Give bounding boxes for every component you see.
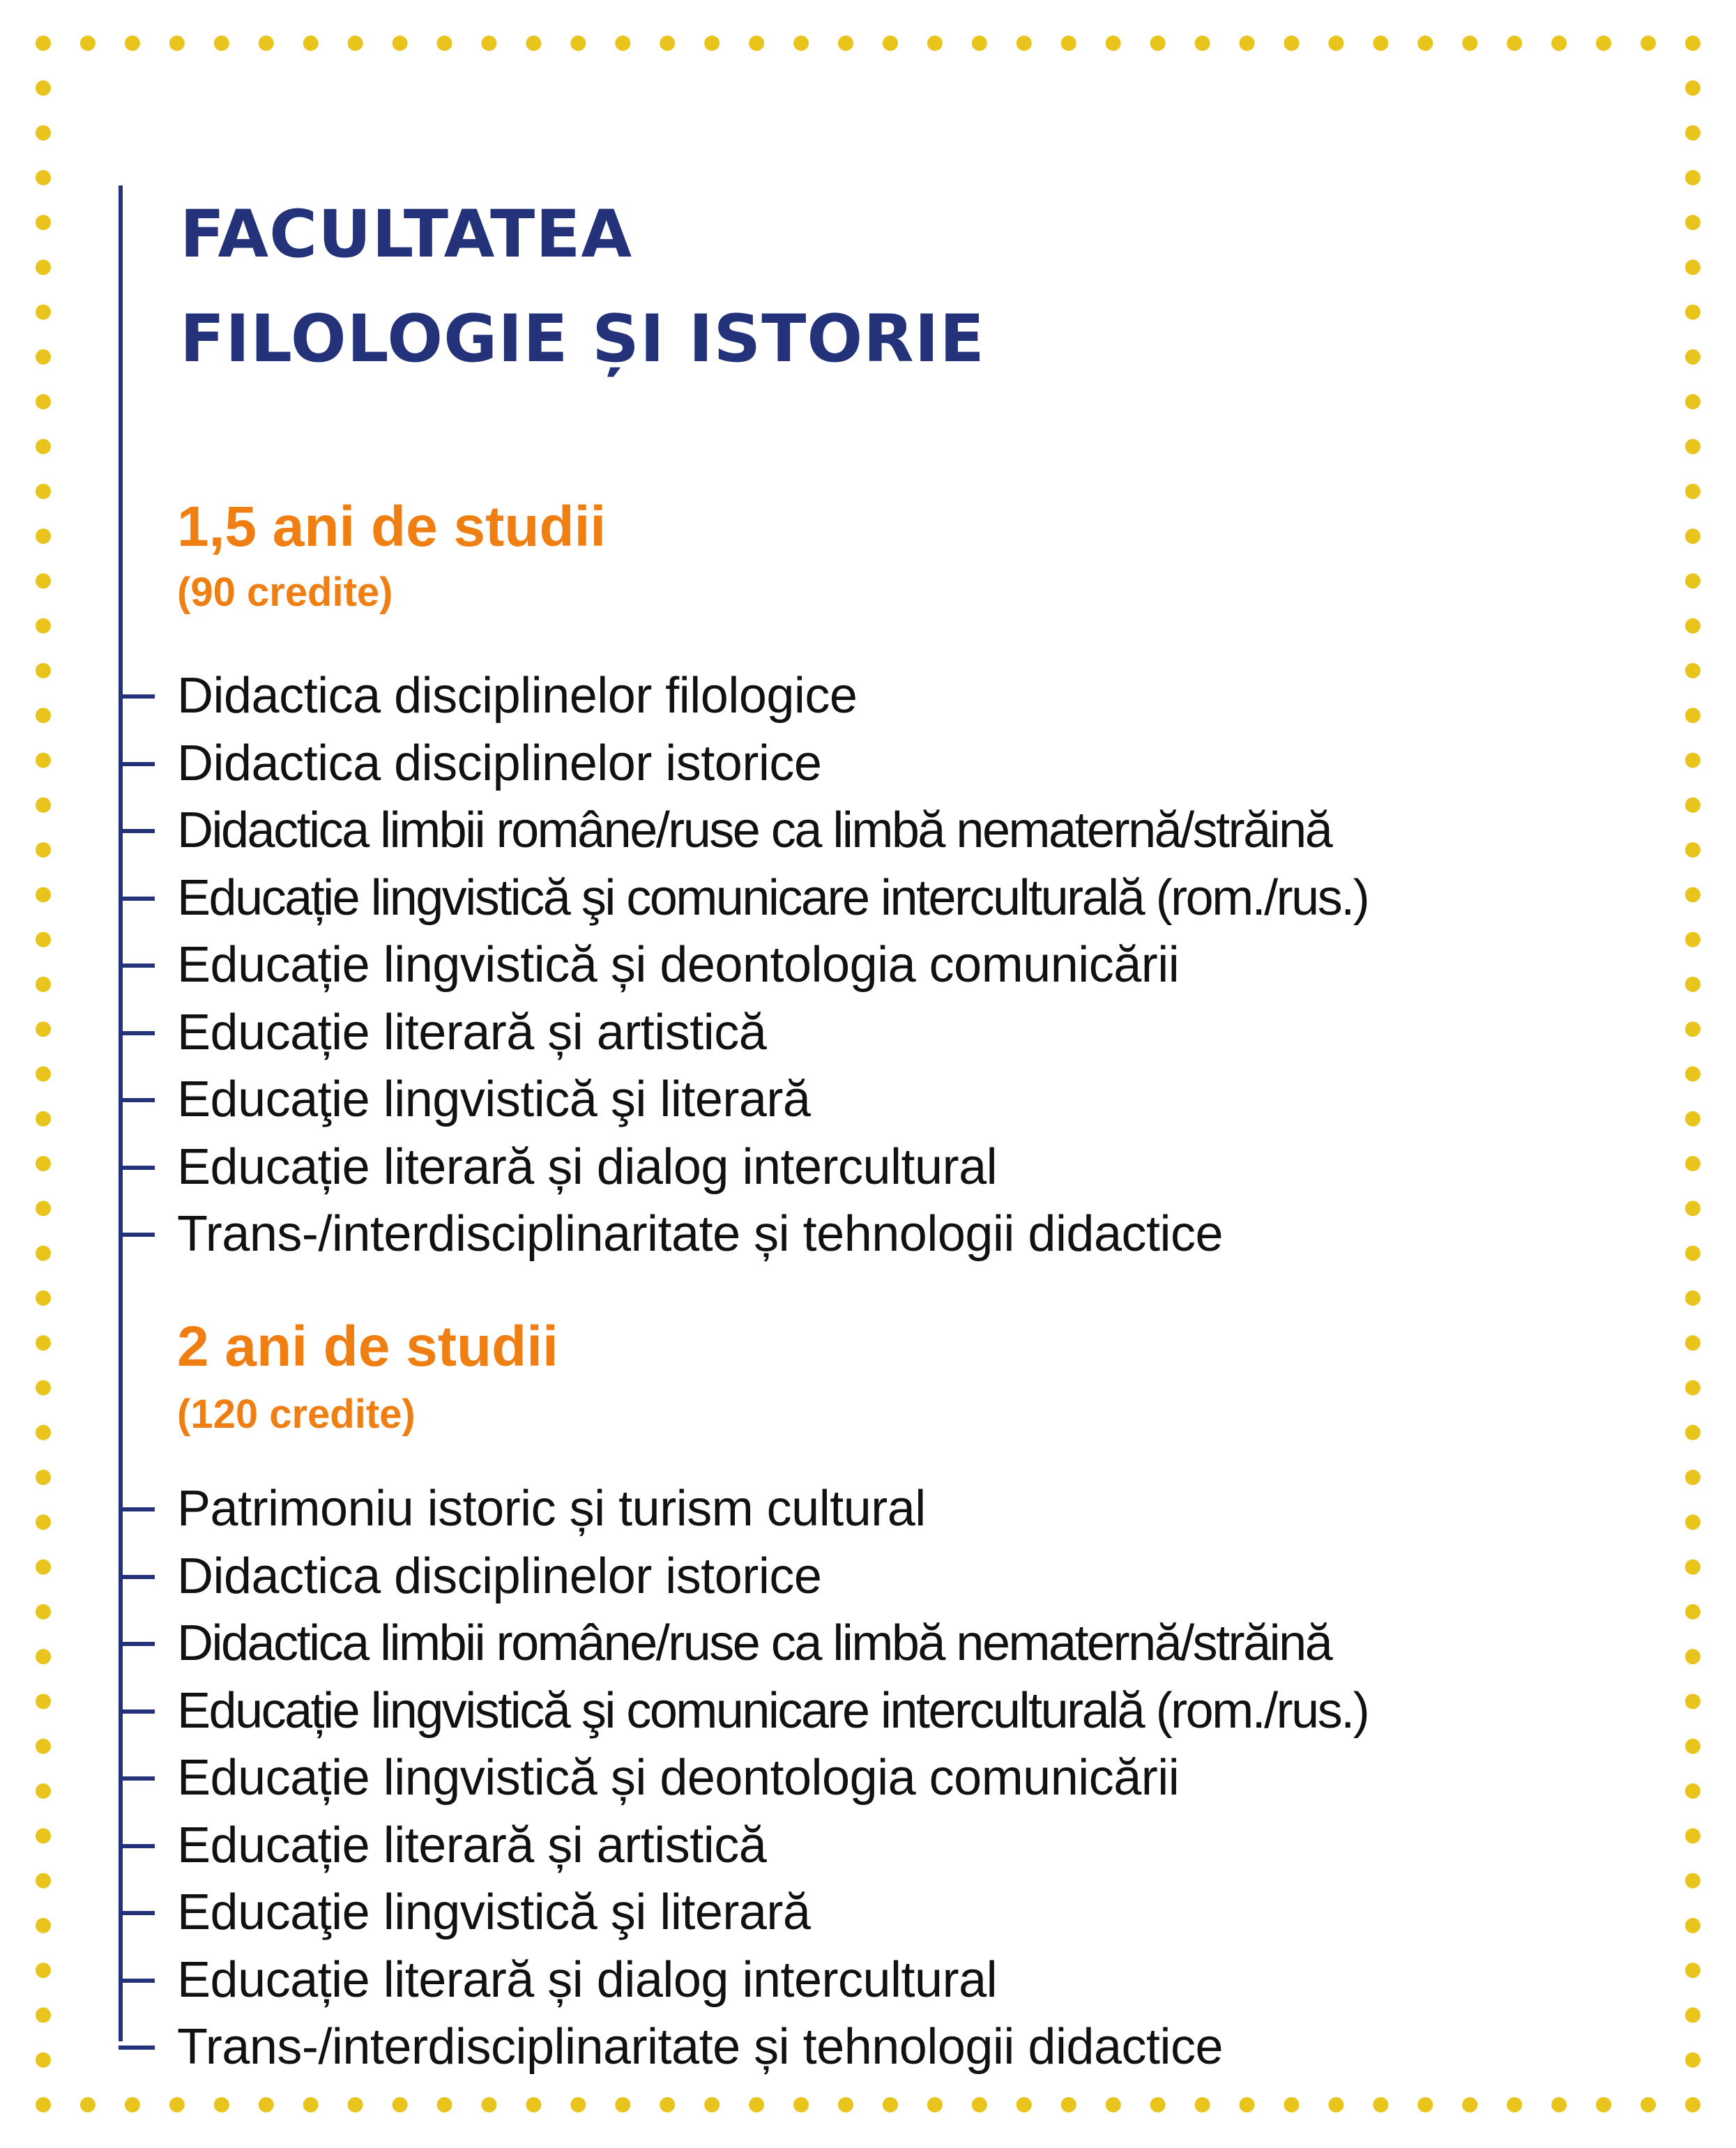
frame-dot — [1106, 2097, 1121, 2112]
frame-dot — [883, 2097, 898, 2112]
frame-dot — [36, 1156, 51, 1171]
frame-dot — [303, 36, 319, 51]
frame-dot — [1685, 1290, 1700, 1306]
program-name: Educație literară și artistică — [177, 1817, 767, 1873]
frame-dot — [1328, 36, 1343, 51]
frame-dot — [1685, 618, 1700, 634]
section-credits-2: (120 credite) — [177, 1392, 416, 1437]
frame-dot — [1685, 305, 1700, 320]
frame-dot — [1685, 215, 1700, 230]
frame-dot — [303, 2097, 319, 2112]
list-tick — [119, 963, 155, 968]
frame-dot — [80, 36, 96, 51]
list-tick — [119, 1911, 155, 1915]
list-tick — [119, 1709, 155, 1714]
frame-dot — [259, 2097, 274, 2112]
list-tick — [119, 1844, 155, 1848]
frame-dot — [1417, 2097, 1433, 2112]
list-tick — [119, 829, 155, 833]
frame-dot — [1373, 36, 1388, 51]
frame-dot — [1017, 2097, 1032, 2112]
frame-dot — [36, 80, 51, 96]
frame-dot — [36, 170, 51, 185]
frame-dot — [1685, 1335, 1700, 1350]
frame-dot — [125, 36, 140, 51]
list-tick — [119, 1233, 155, 1237]
frame-dot — [36, 1067, 51, 1082]
frame-dot — [615, 2097, 630, 2112]
frame-dot — [1462, 2097, 1477, 2112]
list-tick — [119, 897, 155, 901]
frame-dot — [36, 36, 51, 51]
frame-dot — [214, 36, 229, 51]
frame-dot — [1685, 1156, 1700, 1171]
frame-dot — [36, 2007, 51, 2023]
frame-dot — [1685, 1560, 1700, 1575]
frame-dot — [1685, 573, 1700, 588]
program-name: Educaţie lingvistică şi literară — [177, 1884, 811, 1940]
frame-dot — [348, 2097, 363, 2112]
frame-dot — [437, 36, 452, 51]
frame-dot — [1551, 36, 1567, 51]
program-name: Educație literară și dialog intercultural — [177, 1138, 998, 1195]
frame-dot — [1106, 36, 1121, 51]
section-credits-1: (90 credite) — [177, 570, 393, 615]
frame-dot — [36, 305, 51, 320]
program-name: Trans-/interdisciplinaritate și tehnologii didactice — [177, 2019, 1224, 2075]
frame-dot — [1685, 1111, 1700, 1127]
frame-dot — [36, 932, 51, 947]
frame-dot — [36, 753, 51, 768]
frame-dot — [36, 215, 51, 230]
frame-dot — [1195, 2097, 1210, 2112]
frame-dot — [883, 36, 898, 51]
frame-dot — [125, 2097, 140, 2112]
list-tick — [119, 1575, 155, 1579]
frame-dot — [36, 528, 51, 544]
frame-dot — [1685, 842, 1700, 858]
frame-dot — [660, 36, 675, 51]
frame-dot — [1685, 798, 1700, 813]
frame-dot — [36, 1739, 51, 1754]
frame-dot — [348, 36, 363, 51]
frame-dot — [36, 1380, 51, 1395]
list-tick — [119, 762, 155, 766]
frame-dot — [1685, 1783, 1700, 1799]
frame-dot — [1685, 259, 1700, 275]
frame-dot — [1685, 2052, 1700, 2068]
frame-dot — [1284, 2097, 1299, 2112]
frame-dot — [36, 1918, 51, 1933]
frame-dot — [1685, 663, 1700, 678]
program-name: Educație literară și artistică — [177, 1004, 767, 1060]
program-name: Trans-/interdisciplinaritate și tehnologii didactice — [177, 1206, 1224, 1262]
frame-dot — [36, 618, 51, 634]
frame-dot — [36, 1111, 51, 1127]
frame-dot — [36, 259, 51, 275]
frame-dot — [927, 2097, 943, 2112]
frame-dot — [80, 2097, 96, 2112]
frame-dot — [1685, 1067, 1700, 1082]
program-name: Educaţie lingvistică şi literară — [177, 1072, 811, 1127]
frame-dot — [36, 1873, 51, 1889]
frame-dot — [1685, 439, 1700, 455]
frame-dot — [570, 36, 586, 51]
frame-dot — [259, 36, 274, 51]
frame-dot — [1685, 887, 1700, 902]
frame-dot — [36, 2097, 51, 2112]
frame-dot — [1685, 484, 1700, 499]
frame-dot — [1685, 394, 1700, 409]
frame-dot — [749, 36, 764, 51]
frame-dot — [36, 663, 51, 678]
frame-dot — [36, 125, 51, 141]
frame-dot — [704, 36, 719, 51]
frame-dot — [36, 1201, 51, 1216]
frame-dot — [1507, 36, 1522, 51]
frame-dot — [1685, 1201, 1700, 1216]
frame-dot — [570, 2097, 586, 2112]
frame-dot — [36, 887, 51, 902]
frame-dot — [1640, 36, 1656, 51]
program-name: Didactica limbii române/ruse ca limbă nematernă/străină — [177, 802, 1332, 858]
frame-dot — [660, 2097, 675, 2112]
frame-dot — [1685, 528, 1700, 544]
frame-dot — [36, 1604, 51, 1620]
frame-dot — [1596, 2097, 1611, 2112]
frame-dot — [36, 394, 51, 409]
frame-dot — [1685, 977, 1700, 992]
frame-dot — [1017, 36, 1032, 51]
frame-dot — [36, 1963, 51, 1978]
frame-dot — [1685, 1470, 1700, 1485]
program-name: Didactica disciplinelor istorice — [177, 1548, 822, 1604]
frame-dot — [481, 36, 496, 51]
frame-dot — [1685, 36, 1700, 51]
frame-dot — [1685, 1963, 1700, 1978]
list-tick — [119, 1776, 155, 1781]
frame-dot — [36, 2052, 51, 2068]
frame-dot — [214, 2097, 229, 2112]
frame-dot — [169, 36, 185, 51]
list-tick — [119, 2046, 155, 2050]
frame-dot — [1685, 1246, 1700, 1261]
frame-dot — [1685, 1828, 1700, 1843]
frame-dot — [36, 439, 51, 455]
program-name: Patrimoniu istoric și turism cultural — [177, 1481, 926, 1537]
program-name: Educație literară și dialog intercultural — [177, 1951, 998, 2008]
frame-dot — [36, 1470, 51, 1485]
frame-dot — [1685, 1918, 1700, 1933]
program-name: Educație lingvistică şi comunicare interculturală (rom./rus.) — [177, 869, 1369, 926]
frame-dot — [1685, 125, 1700, 141]
program-name: Didactica limbii române/ruse ca limbă nematernă/străină — [177, 1615, 1332, 1671]
frame-dot — [927, 36, 943, 51]
frame-dot — [1685, 349, 1700, 365]
frame-dot — [1328, 2097, 1343, 2112]
title-line-1: FACULTATEA — [180, 197, 633, 273]
frame-dot — [793, 36, 809, 51]
frame-dot — [36, 977, 51, 992]
frame-dot — [749, 2097, 764, 2112]
frame-dot — [1685, 1693, 1700, 1709]
frame-dot — [1150, 2097, 1166, 2112]
frame-dot — [1685, 1739, 1700, 1754]
frame-dot — [36, 842, 51, 858]
frame-dot — [1551, 2097, 1567, 2112]
frame-dot — [1685, 1514, 1700, 1530]
frame-dot — [1685, 1021, 1700, 1037]
frame-dot — [393, 36, 408, 51]
frame-dot — [838, 36, 853, 51]
frame-dot — [1685, 1380, 1700, 1395]
frame-dot — [1685, 1873, 1700, 1889]
list-tick — [119, 1642, 155, 1646]
section-heading-1: 1,5 ani de studii — [177, 495, 607, 558]
frame-dot — [36, 484, 51, 499]
frame-dot — [36, 708, 51, 723]
frame-dot — [1240, 36, 1255, 51]
frame-dot — [1061, 2097, 1076, 2112]
frame-dot — [793, 2097, 809, 2112]
frame-dot — [1685, 708, 1700, 723]
program-name: Educație lingvistică și deontologia comunicării — [177, 1750, 1180, 1806]
frame-dot — [615, 36, 630, 51]
frame-dot — [526, 2097, 541, 2112]
frame-dot — [1373, 2097, 1388, 2112]
frame-dot — [36, 349, 51, 365]
list-tick — [119, 694, 155, 699]
frame-dot — [481, 2097, 496, 2112]
title-line-2: FILOLOGIE ȘI ISTORIE — [180, 301, 985, 377]
list-tick — [119, 1507, 155, 1511]
page-title — [180, 183, 985, 392]
program-name: Didactica disciplinelor filologice — [177, 668, 858, 724]
frame-dot — [1507, 2097, 1522, 2112]
frame-dot — [1240, 2097, 1255, 2112]
list-tick — [119, 1098, 155, 1102]
frame-dot — [36, 1021, 51, 1037]
frame-dot — [1284, 36, 1299, 51]
frame-dot — [838, 2097, 853, 2112]
program-name: Educație lingvistică şi comunicare interculturală (rom./rus.) — [177, 1682, 1369, 1739]
frame-dot — [972, 36, 987, 51]
frame-dot — [1150, 36, 1166, 51]
frame-dot — [36, 798, 51, 813]
frame-dot — [1685, 1604, 1700, 1620]
frame-dot — [36, 1246, 51, 1261]
frame-dot — [1685, 753, 1700, 768]
list-tick — [119, 1166, 155, 1170]
frame-dot — [1462, 36, 1477, 51]
frame-dot — [437, 2097, 452, 2112]
frame-dot — [1417, 36, 1433, 51]
frame-dot — [526, 36, 541, 51]
frame-dot — [36, 1290, 51, 1306]
frame-dot — [1685, 170, 1700, 185]
list-tick — [119, 1979, 155, 1983]
frame-dot — [972, 2097, 987, 2112]
frame-dot — [1685, 932, 1700, 947]
program-name: Didactica disciplinelor istorice — [177, 735, 822, 791]
frame-dot — [1061, 36, 1076, 51]
frame-dot — [1596, 36, 1611, 51]
vertical-rule — [119, 185, 123, 2041]
frame-dot — [393, 2097, 408, 2112]
frame-dot — [1195, 36, 1210, 51]
frame-dot — [36, 1783, 51, 1799]
frame-dot — [1685, 1425, 1700, 1440]
list-tick — [119, 1031, 155, 1035]
frame-dot — [36, 1335, 51, 1350]
frame-dot — [1685, 80, 1700, 96]
frame-dot — [36, 1514, 51, 1530]
frame-dot — [36, 1425, 51, 1440]
section-heading-2: 2 ani de studii — [177, 1315, 558, 1378]
frame-dot — [169, 2097, 185, 2112]
frame-dot — [1685, 2007, 1700, 2023]
frame-dot — [1640, 2097, 1656, 2112]
frame-dot — [36, 1828, 51, 1843]
frame-dot — [36, 1693, 51, 1709]
frame-dot — [36, 573, 51, 588]
frame-dot — [36, 1560, 51, 1575]
frame-dot — [1685, 2097, 1700, 2112]
program-name: Educație lingvistică și deontologia comunicării — [177, 937, 1180, 993]
frame-dot — [1685, 1649, 1700, 1664]
frame-dot — [36, 1649, 51, 1664]
frame-dot — [704, 2097, 719, 2112]
